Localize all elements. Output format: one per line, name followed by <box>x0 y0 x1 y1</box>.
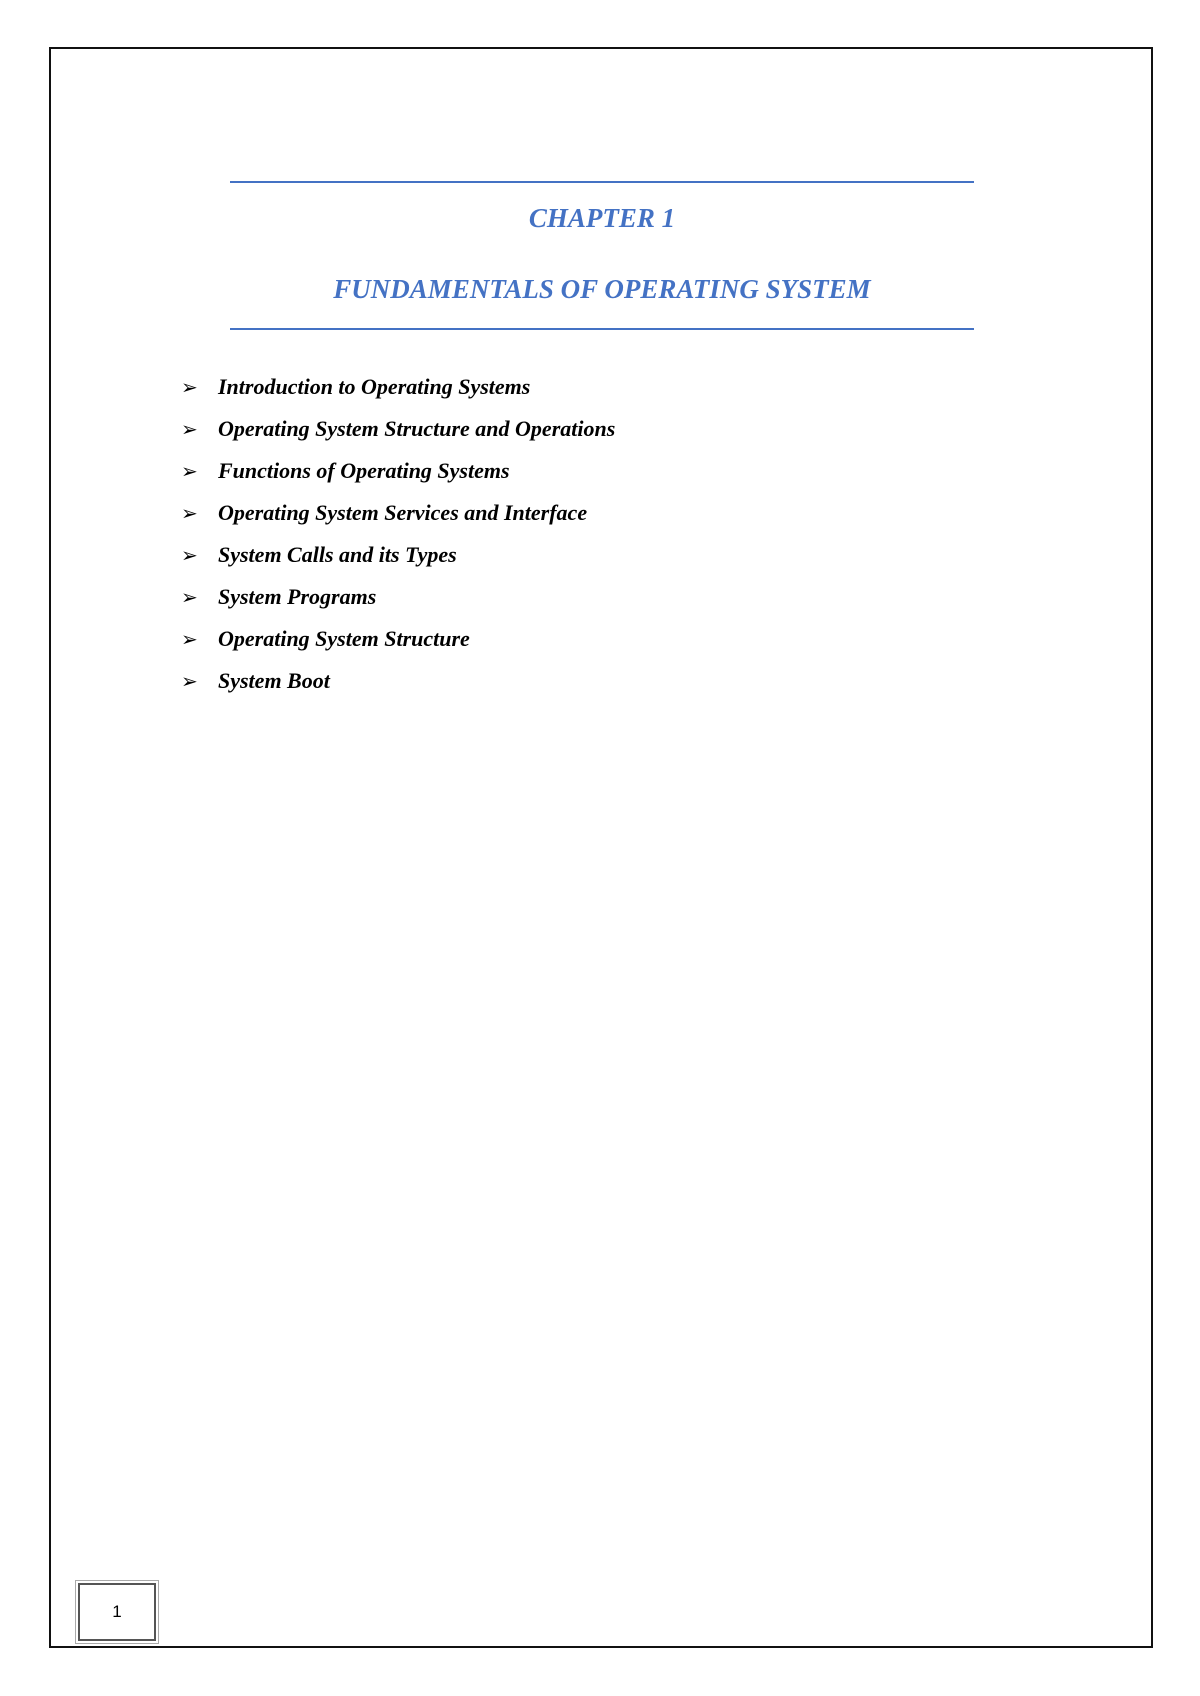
list-item <box>181 492 615 534</box>
page-number: 1 <box>112 1602 122 1621</box>
list-item <box>181 576 615 618</box>
header-rule-bottom <box>230 328 974 330</box>
topic-text: System Programs <box>218 584 377 609</box>
list-item <box>181 660 615 702</box>
list-item <box>181 366 615 408</box>
topic-list <box>181 366 615 702</box>
header-rule-top <box>230 181 974 183</box>
topic-text: Operating System Structure <box>218 626 470 651</box>
arrow-bullet-icon: ➢ <box>181 375 198 399</box>
arrow-bullet-icon: ➢ <box>181 501 198 525</box>
arrow-bullet-icon: ➢ <box>181 543 198 567</box>
topic-text: Operating System Services and Interface <box>218 500 588 525</box>
arrow-bullet-icon: ➢ <box>181 459 198 483</box>
list-item <box>181 534 615 576</box>
page-number-box <box>78 1583 156 1641</box>
arrow-bullet-icon: ➢ <box>181 669 198 693</box>
list-item <box>181 450 615 492</box>
topic-text: System Boot <box>218 668 330 693</box>
chapter-label: CHAPTER 1 <box>528 203 676 233</box>
topic-text: Functions of Operating Systems <box>218 458 510 483</box>
arrow-bullet-icon: ➢ <box>181 627 198 651</box>
list-item <box>181 618 615 660</box>
topic-text: Introduction to Operating Systems <box>218 374 531 399</box>
topic-text: Operating System Structure and Operations <box>218 416 616 441</box>
arrow-bullet-icon: ➢ <box>181 417 198 441</box>
list-item <box>181 408 615 450</box>
arrow-bullet-icon: ➢ <box>181 585 198 609</box>
chapter-title: FUNDAMENTALS OF OPERATING SYSTEM <box>333 274 871 304</box>
topic-text: System Calls and its Types <box>218 542 457 567</box>
